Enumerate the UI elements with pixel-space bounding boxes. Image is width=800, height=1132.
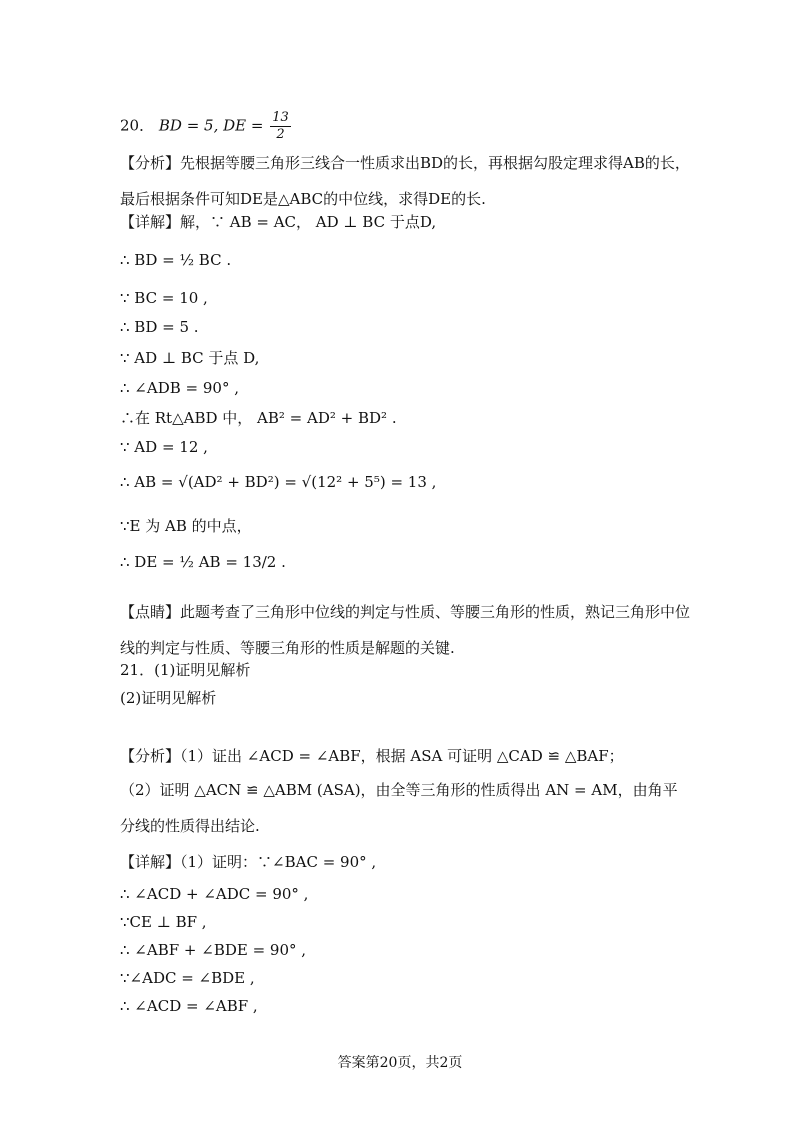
q21-answer-1: 21．(1)证明见解析: [120, 661, 251, 679]
q20-step: ∴ BD = ½ BC .: [120, 251, 232, 269]
q20-step: ∴ BD = 5 .: [120, 318, 199, 336]
page-footer: 答案第20页，共2页: [337, 1055, 463, 1071]
q21-step: 【详解】（1）证明：∵∠BAC = 90° ,: [120, 853, 377, 871]
q21-step: ∴ ∠ACD = ∠ABF ,: [120, 997, 258, 1015]
q20-step: ∴在 Rt△ABD 中， AB² = AD² + BD² .: [120, 409, 397, 427]
q21-step: ∵∠ADC = ∠BDE ,: [120, 969, 255, 987]
q21-step: ∵CE ⊥ BF ,: [120, 913, 207, 931]
q20-step: ∵ AD = 12 ,: [120, 438, 208, 456]
q20-number: 20．: [120, 116, 155, 135]
q20-step: ∵ BC = 10 ,: [120, 289, 208, 307]
q20-step: ∵ AD ⊥ BC 于点 D,: [120, 349, 260, 367]
q21-analysis-1: 【分析】（1）证出 ∠ACD = ∠ABF，根据 ASA 可证明 △CAD ≌ △BAF；: [120, 747, 624, 765]
q21-answer-2: (2)证明见解析: [120, 689, 217, 707]
q20-answer: [120, 110, 293, 143]
q20-comment: 【点睛】此题考查了三角形中位线的判定与性质、等腰三角形的性质，熟记三角形中位线的判定与性质、等腰三角形的性质是解题的关键.: [120, 603, 691, 657]
q20-answer-text: BD = 5, DE =: [158, 116, 264, 135]
q21-analysis-2: （2）证明 △ACN ≌ △ABM (ASA)，由全等三角形的性质得出 AN = AM，由角平分线的性质得出结论.: [120, 781, 678, 835]
q20-step: ∴ AB = √(AD² + BD²) = √(12² + 5⁵) = 13 ,: [120, 473, 437, 491]
q20-step: ∴ DE = ½ AB = 13/2 .: [120, 553, 286, 571]
q20-step: ∵E 为 AB 的中点，: [120, 517, 252, 535]
q20-step: 【详解】解，∵ AB = AC， AD ⊥ BC 于点D,: [120, 213, 437, 231]
q20-step: ∴ ∠ADB = 90° ,: [120, 379, 239, 397]
fraction-numerator: 13: [272, 110, 289, 125]
q21-step: ∴ ∠ABF + ∠BDE = 90° ,: [120, 941, 307, 959]
fraction-denominator: 2: [276, 127, 285, 142]
q20-analysis: 【分析】先根据等腰三角形三线合一性质求出BD的长，再根据勾股定理求得AB的长，最后根据条件可知DE是△ABC的中位线，求得DE的长.: [120, 154, 690, 208]
q20-answer-fraction: [270, 110, 291, 143]
q21-step: ∴ ∠ACD + ∠ADC = 90° ,: [120, 885, 309, 903]
